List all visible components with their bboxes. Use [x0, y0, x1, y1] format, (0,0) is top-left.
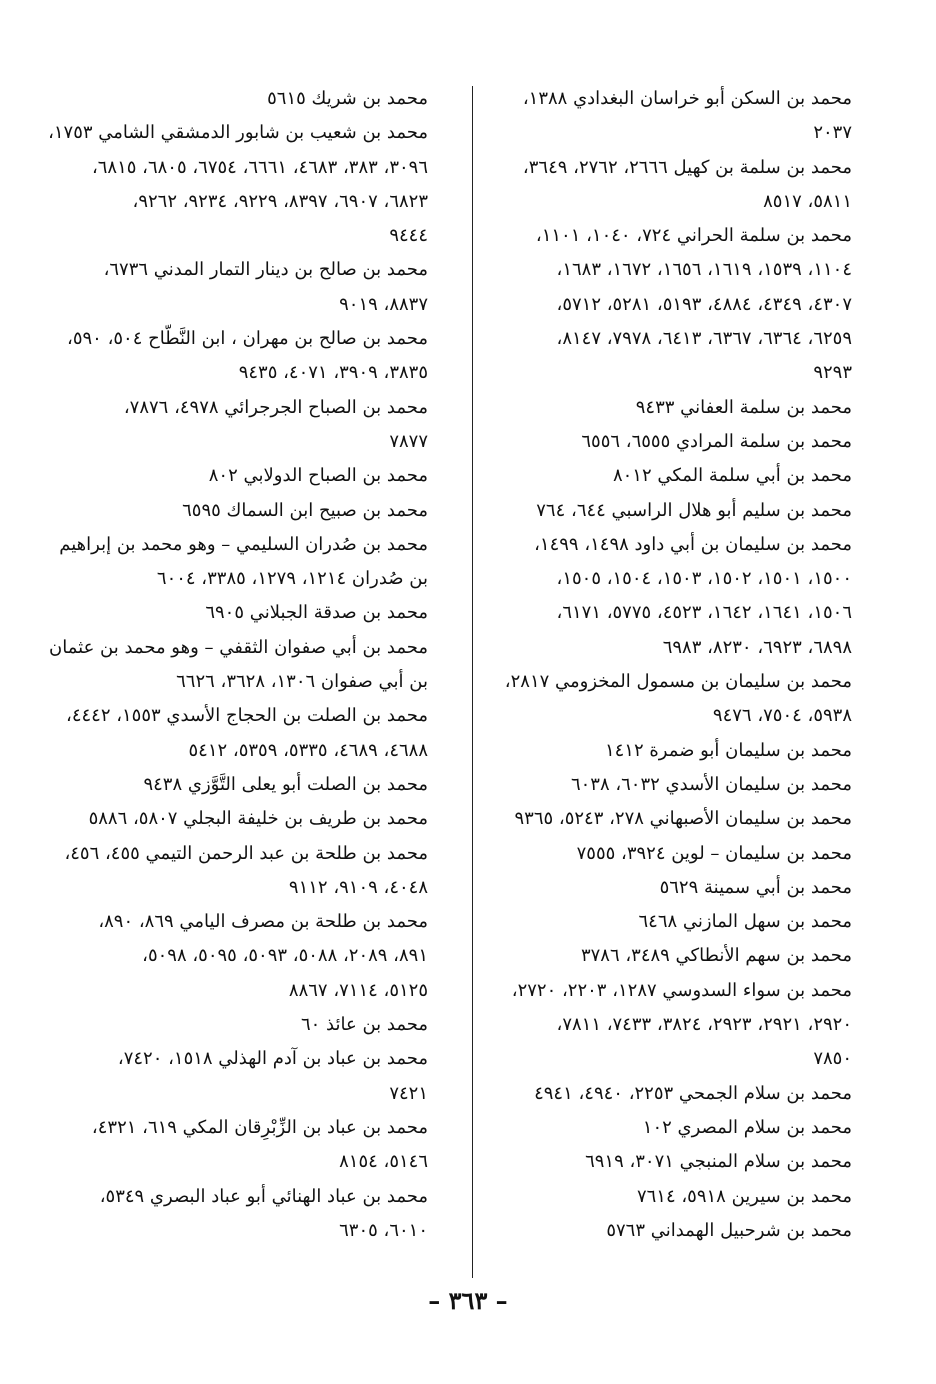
index-line: ٨٩١، ٢٠٨٩، ٥٠٨٨، ٥٠٩٣، ٥٠٩٥، ٥٠٩٨،: [142, 945, 428, 967]
index-line: ٦٨٩٨، ٦٩٢٣، ٨٢٣٠، ٦٩٨٣: [662, 636, 852, 658]
index-line: ٧٤٢١: [389, 1082, 428, 1104]
index-line: ٩٤٤٤: [389, 225, 428, 247]
index-line: محمد بن سهم الأنطاكي ٣٤٨٩، ٣٧٨٦: [580, 945, 852, 967]
index-line: محمد بن سلام المنبجي ٣٠٧١، ٦٩١٩: [585, 1151, 852, 1173]
index-line: ٤٦٨٨، ٤٦٨٩، ٥٣٣٥، ٥٣٥٩، ٥٤١٢: [188, 739, 428, 761]
index-line: ٤٣٠٧، ٤٣٤٩، ٤٨٨٤، ٥١٩٣، ٥٢٨١، ٥٧١٢،: [556, 293, 852, 315]
index-line: محمد بن شعيب بن شابور الدمشقي الشامي ١٧٥٣،: [48, 122, 428, 144]
index-line: ٦٠١٠، ٦٣٠٥: [339, 1219, 428, 1241]
index-line: محمد بن سلمة الحراني ٧٢٤، ١٠٤٠، ١١٠١،: [535, 225, 852, 247]
index-line: محمد بن طلحة بن عبد الرحمن التيمي ٤٥٥، ٤٥٦،: [64, 842, 428, 864]
index-column-right: [486, 82, 852, 1248]
index-line: ٧٨٥٠: [813, 1048, 852, 1070]
index-line: محمد بن عباد بن آدم الهذلي ١٥١٨، ٧٤٢٠،: [117, 1048, 428, 1070]
index-line: محمد بن صالح بن دينار التمار المدني ٦٧٣٦،: [103, 259, 428, 281]
index-line: محمد بن سواء السدوسي ١٢٨٧، ٢٢٠٣، ٢٧٢٠،: [511, 979, 852, 1001]
index-line: محمد بن صالح بن مهران ، ابن النَّطّاح ٥٠٤، ٥٩٠،: [67, 328, 428, 350]
index-line: ٥٨١١، ٨٥١٧: [763, 190, 852, 212]
index-line: محمد بن عباد بن الزِّبْرِقان المكي ٦١٩، ٤٣٢١،: [91, 1116, 428, 1138]
index-line: محمد بن سليمان الأسدي ٦٠٣٢، ٦٠٣٨: [570, 773, 852, 795]
column-divider: [472, 86, 473, 1278]
index-line: محمد بن عباد الهنائي أبو عباد البصري ٥٣٤٩،: [99, 1185, 428, 1207]
index-line: ٣٨٣٥، ٣٩٠٩، ٤٠٧١، ٩٤٣٥: [238, 362, 428, 384]
index-line: بن صُدران ١٢١٤، ١٢٧٩، ٣٣٨٥، ٦٠٠٤: [156, 568, 428, 590]
index-line: ١٥٠٠، ١٥٠١، ١٥٠٢، ١٥٠٣، ١٥٠٤، ١٥٠٥،: [556, 568, 852, 590]
index-line: محمد بن سليمان – لوين ٣٩٢٤، ٧٥٥٥: [576, 842, 852, 864]
index-line: محمد بن سهل المازني ٦٤٦٨: [638, 911, 852, 933]
index-line: محمد بن سليمان بن مسمول المخزومي ٢٨١٧،: [504, 671, 852, 693]
index-line: محمد بن صبيح ابن السماك ٦٥٩٥: [182, 499, 428, 521]
index-line: محمد بن الصلت بن الحجاج الأسدي ١٥٥٣، ٤٤٤٢،: [66, 705, 428, 727]
index-line: محمد بن سليمان بن أبي داود ١٤٩٨، ١٤٩٩،: [534, 533, 852, 555]
index-column-left: [48, 82, 428, 1248]
index-line: محمد بن سلمة المرادي ٦٥٥٥، ٦٥٥٦: [581, 430, 852, 452]
index-line: محمد بن صُدران السليمي – وهو محمد بن إبراهيم: [59, 533, 428, 555]
index-line: محمد بن سلمة العفاني ٩٤٣٣: [635, 396, 852, 418]
index-line: محمد بن شريك ٥٦١٥: [267, 88, 428, 109]
page-number: – ٣٦٣ –: [428, 1286, 508, 1315]
index-line: محمد بن الصباح الدولابي ٨٠٢: [208, 465, 428, 487]
index-line: ١٥٠٦، ١٦٤١، ١٦٤٢، ٤٥٢٣، ٥٧٧٥، ٦١٧١،: [556, 602, 852, 624]
index-line: ٣٠٩٦، ٣٨٣، ٤٦٨٣، ٦٦٦١، ٦٧٥٤، ٦٨٠٥، ٦٨١٥،: [91, 156, 428, 178]
index-line: محمد بن الصباح الجرجرائي ٤٩٧٨، ٧٨٧٦،: [123, 396, 428, 418]
index-line: محمد بن عائذ ٦٠: [300, 1014, 428, 1036]
index-line: ٢٩٢٠، ٢٩٢١، ٢٩٢٣، ٣٨٢٤، ٧٤٣٣، ٧٨١١،: [556, 1014, 852, 1036]
index-line: ٥١٢٥، ٧١١٤، ٨٨٦٧: [288, 979, 428, 1001]
index-line: محمد بن سليم أبو هلال الراسبي ٦٤٤، ٧٦٤: [536, 499, 852, 521]
index-line: محمد بن طريف بن خليفة البجلي ٥٨٠٧، ٥٨٨٦: [88, 808, 428, 830]
index-line: ٦٨٢٣، ٦٩٠٧، ٨٣٩٧، ٩٢٢٩، ٩٢٣٤، ٩٢٦٢،: [132, 190, 428, 212]
index-line: محمد بن سلام الجمحي ٢٢٥٣، ٤٩٤٠، ٤٩٤١: [534, 1082, 852, 1104]
index-line: ٢٠٣٧: [813, 122, 852, 144]
index-line: محمد بن شرحبيل الهمداني ٥٧٦٣: [606, 1219, 852, 1241]
index-line: محمد بن طلحة بن مصرف اليامي ٨٦٩، ٨٩٠،: [98, 911, 428, 933]
index-line: محمد بن سلمة بن كهيل ٢٦٦٦، ٢٧٦٢، ٣٦٤٩،: [522, 156, 852, 178]
index-line: محمد بن سلام المصري ١٠٢: [642, 1116, 852, 1138]
index-line: محمد بن سيرين ٥٩١٨، ٧٦١٤: [636, 1185, 852, 1207]
index-line: ١١٠٤، ١٥٣٩، ١٦١٩، ١٦٥٦، ١٦٧٢، ١٦٨٣،: [556, 259, 852, 281]
index-line: ٦٢٥٩، ٦٣٦٤، ٦٣٦٧، ٦٤١٣، ٧٩٧٨، ٨١٤٧،: [556, 328, 852, 350]
index-line: محمد بن سليمان أبو ضمرة ١٤١٢: [604, 739, 852, 761]
index-line: محمد بن صدقة الجبلاني ٦٩٠٥: [205, 602, 428, 624]
index-line: ٨٨٣٧، ٩٠١٩: [339, 293, 428, 315]
index-line: ٥١٤٦، ٨١٥٤: [339, 1151, 428, 1173]
index-line: بن أبي صفوان ١٣٠٦، ٣٦٢٨، ٦٦٢٦: [176, 671, 428, 693]
index-line: محمد بن أبي سمينة ٥٦٢٩: [659, 876, 852, 898]
index-line: محمد بن أبي صفوان الثقفي – وهو محمد بن عثمان: [49, 636, 428, 658]
index-line: ٥٩٣٨، ٧٥٠٤، ٩٤٧٦: [712, 705, 852, 727]
index-line: ٧٨٧٧: [389, 430, 428, 452]
index-line: محمد بن السكن أبو خراسان البغدادي ١٣٨٨،: [522, 88, 852, 109]
index-line: ٤٠٤٨، ٩١٠٩، ٩١١٢: [288, 876, 428, 898]
index-line: محمد بن سليمان الأصبهاني ٢٧٨، ٥٢٤٣، ٩٣٦٥: [514, 808, 852, 830]
index-line: ٩٢٩٣: [813, 362, 852, 384]
index-line: محمد بن أبي سلمة المكي ٨٠١٢: [612, 465, 852, 487]
index-line: محمد بن الصلت أبو يعلى التَّوَّزي ٩٤٣٨: [143, 773, 428, 795]
